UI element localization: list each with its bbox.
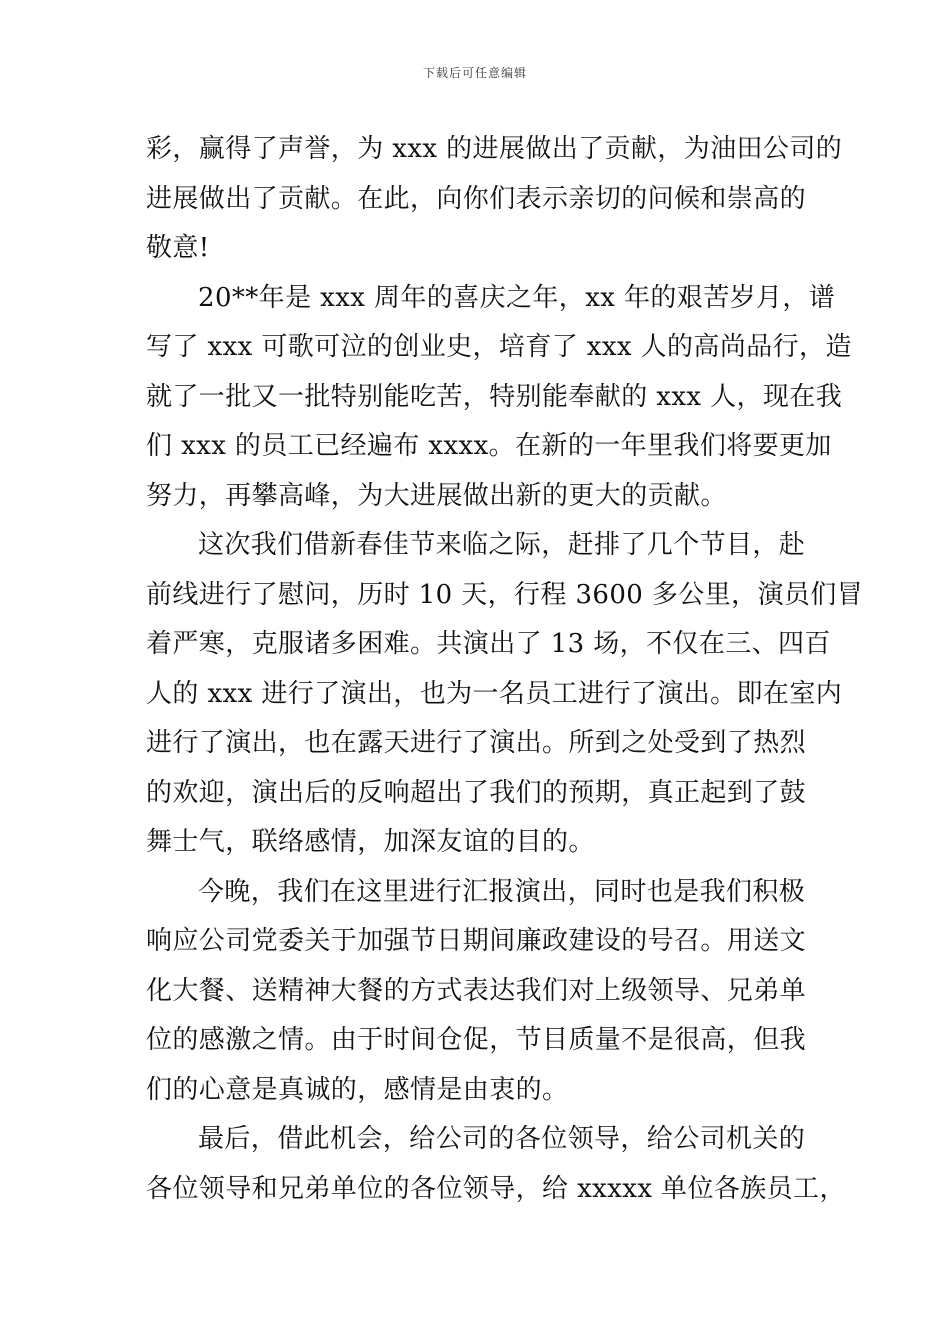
paragraph-start-line: 今晚，我们在这里进行汇报演出，同时也是我们积极 xyxy=(198,876,806,907)
text-line: 响应公司党委关于加强节日期间廉政建设的号召。用送文 xyxy=(146,926,807,956)
text-line: 人的 xxx 进行了演出，也为一名员工进行了演出。即在室内 xyxy=(146,678,843,709)
text-line: 进行了演出，也在露天进行了演出。所到之处受到了热烈 xyxy=(146,728,807,758)
text-line: 前线进行了慰问，历时 10 天，行程 3600 多公里，演员们冒 xyxy=(146,579,864,610)
text-line: 进展做出了贡献。在此，向你们表示亲切的问候和崇高的 xyxy=(146,183,807,214)
text-line: 化大餐、送精神大餐的方式表达我们对上级领导、兄弟单 xyxy=(146,975,807,1006)
text-line: 的欢迎，演出后的反响超出了我们的预期，真正起到了鼓 xyxy=(146,777,807,808)
body-text xyxy=(146,125,864,1214)
paragraph-start-line: 这次我们借新春佳节来临之际，赶排了几个节目，赴 xyxy=(198,530,806,560)
text-line: 各位领导和兄弟单位的各位领导，给 xxxxx 单位各族员工， xyxy=(146,1173,846,1204)
text-line: 们 xxx 的员工已经遍布 xxxx。在新的一年里我们将要更加 xyxy=(146,431,832,461)
paragraph-start-line: 20**年是 xxx 周年的喜庆之年，xx 年的艰苦岁月，谱 xyxy=(198,282,836,313)
text-line: 努力，再攀高峰，为大进展做出新的更大的贡献。 xyxy=(146,480,727,511)
paragraph-start-line: 最后，借此机会，给公司的各位领导，给公司机关的 xyxy=(198,1124,806,1154)
text-line: 敬意! xyxy=(146,233,210,263)
page-header: 下载后可任意编辑 xyxy=(422,66,527,80)
text-line: 着严寒，克服诸多困难。共演出了 13 场，不仅在三、四百 xyxy=(146,629,831,659)
text-line: 就了一批又一批特别能吃苦，特别能奉献的 xxx 人，现在我 xyxy=(146,381,843,412)
text-line: 位的感激之情。由于时间仓促，节目质量不是很高，但我 xyxy=(146,1025,807,1055)
text-line: 写了 xxx 可歌可泣的创业史，培育了 xxx 人的高尚品行，造 xyxy=(146,332,852,362)
text-line: 彩，赢得了声誉，为 xxx 的进展做出了贡献，为油田公司的 xyxy=(146,134,843,164)
text-line: 们的心意是真诚的，感情是由衷的。 xyxy=(146,1074,569,1105)
text-line: 舞士气，联络感情，加深友谊的目的。 xyxy=(146,827,595,857)
